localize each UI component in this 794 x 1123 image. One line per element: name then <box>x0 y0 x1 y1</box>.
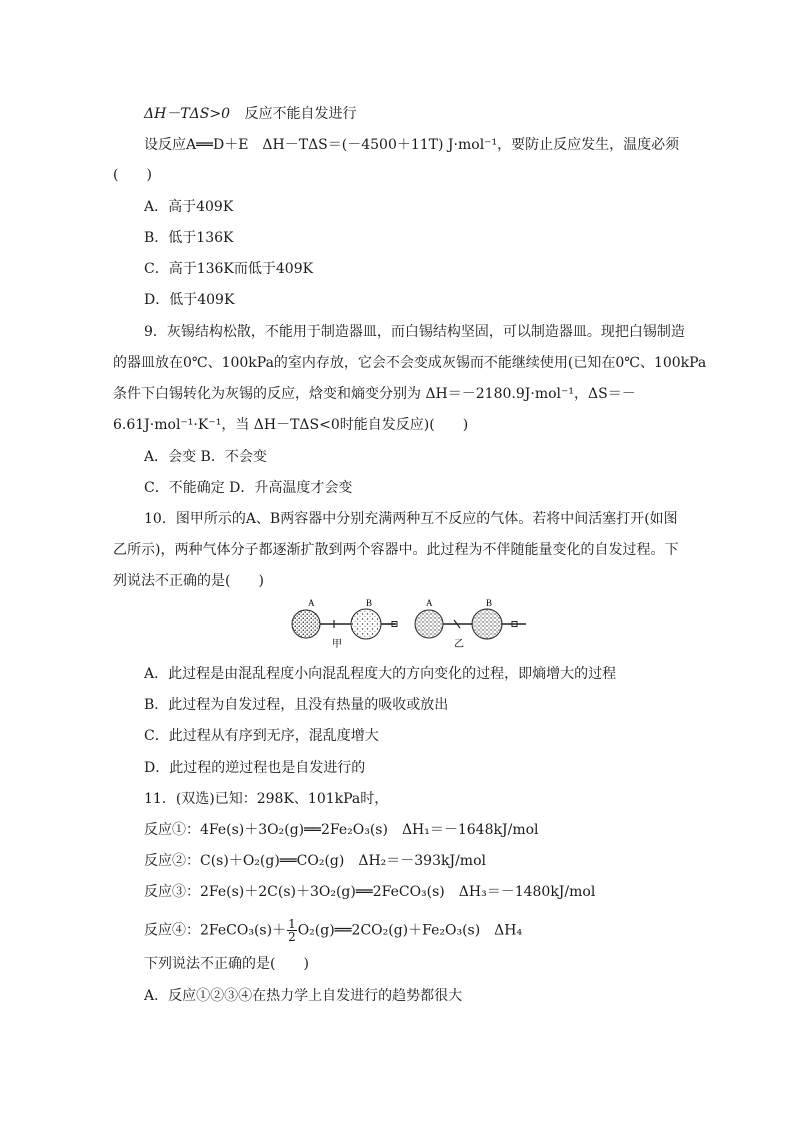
setup-yi <box>415 598 526 650</box>
caption-jia: 甲 <box>332 639 342 650</box>
label-a-jia: A <box>308 598 315 608</box>
label-a-yi: A <box>426 598 433 608</box>
container-b-jia <box>351 609 381 639</box>
q10-stem-line1: 10．图甲所示的A、B两容器中分别充满两种互不反应的气体。若将中间活塞打开(如图 <box>144 511 678 527</box>
q11-reaction-2: 反应②：C(s)＋O₂(g)══CO₂(g) ΔH₂＝－393kJ/mol <box>144 853 486 869</box>
condition-text: 反应不能自发进行 <box>244 106 357 122</box>
q9-stem-line1: 9．灰锡结构松散，不能用于制造器皿，而白锡结构坚固，可以制造器皿。现把白锡制造 <box>144 324 685 340</box>
q8-option-c: C．高于136K而低于409K <box>144 261 314 277</box>
q11-reaction-4 <box>144 918 522 943</box>
q11-reaction-4-part2: O₂(g)══2CO₂(g)＋Fe₂O₃(s) ΔH₄ <box>297 922 523 939</box>
fraction-denominator: 2 <box>288 930 296 944</box>
q8-stem-line2: ( ) <box>113 167 152 183</box>
q9-stem-line3: 条件下白锡转化为灰锡的反应，焓变和熵变分别为 ΔH＝－2180.9J·mol⁻¹，ΔS＝－ <box>113 386 636 402</box>
q11-option-a: A．反应①②③④在热力学上自发进行的趋势都很大 <box>144 988 463 1004</box>
container-b-yi <box>472 609 502 639</box>
gas-diffusion-svg <box>286 597 530 653</box>
q11-stem: 11．(双选)已知：298K、101kPa时， <box>144 791 389 807</box>
q9-stem-line2: 的器皿放在0℃、100kPa的室内存放，它会不会变成灰锡而不能继续使用(已知在0℃、100kPa <box>113 355 707 371</box>
q11-reaction-3: 反应③：2Fe(s)＋2C(s)＋3O₂(g)══2FeCO₃(s) ΔH₃＝－1480kJ/mol <box>144 884 596 900</box>
label-b-jia: B <box>366 598 373 608</box>
caption-yi: 乙 <box>454 639 464 650</box>
q8-option-b: B．低于136K <box>144 230 234 246</box>
q8-stem-line1: 设反应A══D＋E ΔH－TΔS＝(－4500＋11T) J·mol⁻¹，要防止反应发生，温度必须 <box>144 137 680 153</box>
q10-option-a: A．此过程是由混乱程度小向混乱程度大的方向变化的过程，即熵增大的过程 <box>144 666 617 682</box>
condition-line <box>144 104 356 124</box>
q10-option-b: B．此过程为自发过程，且没有热量的吸收或放出 <box>144 697 449 713</box>
q9-options-line2: C．不能确定 D．升高温度才会变 <box>144 480 353 496</box>
q8-option-d: D．低于409K <box>144 292 235 308</box>
q9-stem-line4: 6.61J·mol⁻¹·K⁻¹，当 ΔH－TΔS<0时能自发反应)( ) <box>113 417 469 433</box>
q11-reaction-4-part1: 反应④：2FeCO₃(s)＋ <box>144 922 287 939</box>
q9-options-line1: A．会变 B．不会变 <box>144 449 267 465</box>
q11-ask: 下列说法不正确的是( ) <box>144 956 309 972</box>
fraction-numerator: 1 <box>288 917 296 931</box>
q11-reaction-1: 反应①：4Fe(s)＋3O₂(g)══2Fe₂O₃(s) ΔH₁＝－1648kJ/mol <box>144 822 539 838</box>
fraction-one-half <box>287 918 297 943</box>
gas-diffusion-figure <box>286 597 530 653</box>
label-b-yi: B <box>486 598 493 608</box>
q10-option-d: D．此过程的逆过程也是自发进行的 <box>144 760 366 776</box>
q10-option-c: C．此过程从有序到无序，混乱度增大 <box>144 728 379 744</box>
setup-jia <box>292 598 397 650</box>
container-a-jia <box>292 610 320 638</box>
q8-option-a: A．高于409K <box>144 199 234 215</box>
condition-formula: ΔH－TΔS>0 <box>144 106 230 122</box>
container-a-yi <box>415 610 443 638</box>
q10-stem-line2: 乙所示)，两种气体分子都逐渐扩散到两个容器中。此过程为不伴随能量变化的自发过程。下 <box>113 542 679 558</box>
q10-stem-line3: 列说法不正确的是( ) <box>113 573 264 589</box>
